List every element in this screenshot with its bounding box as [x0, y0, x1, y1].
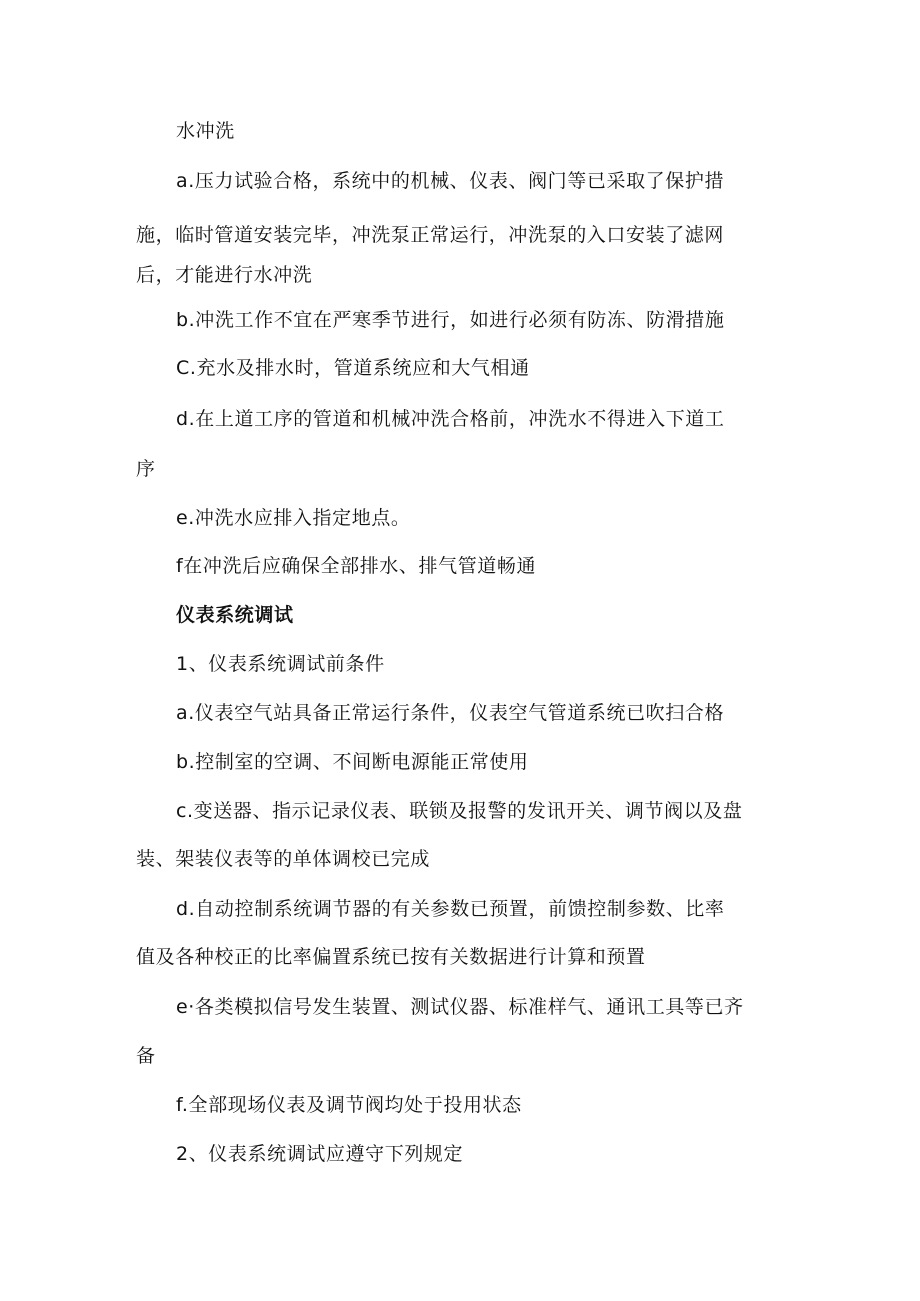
- paragraph-line: 1、仪表系统调试前条件: [176, 653, 385, 675]
- heading-water-flushing: 水冲洗: [176, 120, 235, 142]
- paragraph-line: 后，才能进行水冲洗: [136, 264, 313, 286]
- paragraph-line: f.全部现场仪表及调节阀均处于投用状态: [176, 1094, 522, 1116]
- paragraph-line: b.冲洗工作不宜在严寒季节进行，如进行必须有防冻、防滑措施: [176, 309, 725, 331]
- paragraph-line: e.冲洗水应排入指定地点。: [176, 507, 411, 529]
- paragraph-line: C.充水及排水时，管道系统应和大气相通: [176, 357, 530, 379]
- paragraph-line: f在冲洗后应确保全部排水、排气管道畅通: [176, 555, 537, 577]
- paragraph-line: 施，临时管道安装完毕，冲洗泵正常运行，冲洗泵的入口安装了滤网: [136, 224, 725, 246]
- paragraph-line: d.自动控制系统调节器的有关参数已预置，前馈控制参数、比率: [176, 898, 725, 920]
- paragraph-line: b.控制室的空调、不间断电源能正常使用: [176, 751, 529, 773]
- paragraph-line: 备: [136, 1045, 156, 1067]
- paragraph-line: a.压力试验合格，系统中的机械、仪表、阀门等已采取了保护措: [176, 170, 725, 192]
- heading-instrument-commissioning: 仪表系统调试: [176, 604, 294, 626]
- paragraph-line: 序: [136, 458, 156, 480]
- paragraph-line: 值及各种校正的比率偏置系统已按有关数据进行计算和预置: [136, 946, 646, 968]
- paragraph-line: d.在上道工序的管道和机械冲洗合格前，冲洗水不得进入下道工: [176, 408, 725, 430]
- paragraph-line: 2、仪表系统调试应遵守下列规定: [176, 1143, 464, 1165]
- paragraph-line: c.变送器、指示记录仪表、联锁及报警的发讯开关、调节阀以及盘: [176, 800, 743, 822]
- paragraph-line: a.仪表空气站具备正常运行条件，仪表空气管道系统已吹扫合格: [176, 702, 725, 724]
- paragraph-line: e·各类模拟信号发生装置、测试仪器、标准样气、通讯工具等已齐: [176, 996, 744, 1018]
- paragraph-line: 装、架装仪表等的单体调校已完成: [136, 848, 431, 870]
